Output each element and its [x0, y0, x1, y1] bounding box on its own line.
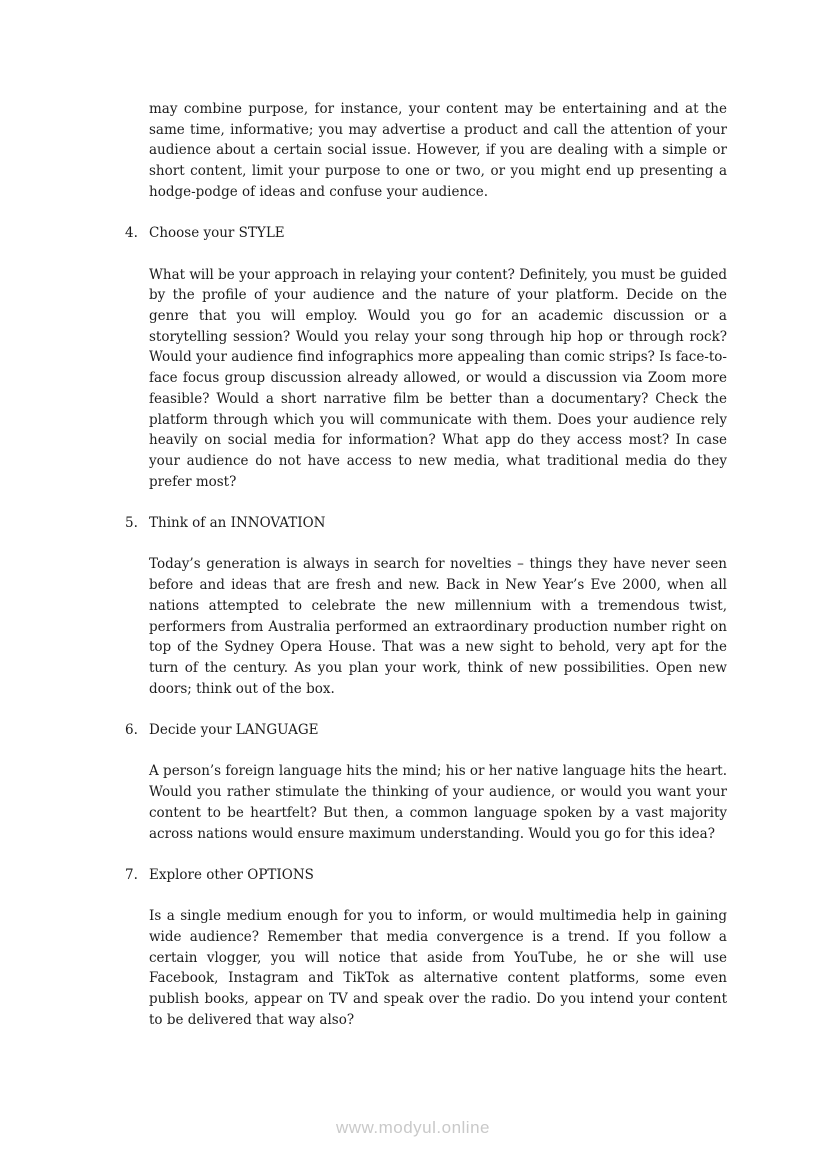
list-item-heading-7	[125, 865, 727, 886]
list-item-title: Think of an INNOVATION	[149, 515, 326, 532]
intro-paragraph: may combine purpose, for instance, your content may be entertaining and at the same time, informative; you may advertise a product and call the attention of your audience about a certain social issue. However, if you are dealing with a simple or short content, limit your purpose to one or two, or you might end up presenting a hodge-podge of ideas and confuse your audience.	[149, 101, 727, 200]
document-content	[125, 99, 727, 1051]
list-item-paragraph-5: Today’s generation is always in search for novelties – things they have never seen before and ideas that are fresh and new. Back in New Year’s Eve 2000, when all nations attempted to celebrate the new millennium with a tremendous twist, performers from Australia performed an extraordinary production number right on top of the Sydney Opera House. That was a new sight to behold, very apt for the turn of the century. As you plan your work, think of new possibilities. Open new doors; think out of the box.	[149, 556, 727, 697]
list-item-title: Explore other OPTIONS	[149, 866, 314, 883]
list-item-heading-6	[125, 720, 727, 741]
list-item-number: 5.	[125, 515, 138, 532]
list-item-title: Decide your LANGUAGE	[149, 722, 319, 739]
watermark-url: www.modyul.online	[335, 1118, 490, 1137]
list-item-paragraph-7: Is a single medium enough for you to inform, or would multimedia help in gaining wide audience? Remember that media convergence is a trend. If you follow a certain vlogger, you will notice that aside from YouTube, he or she will use Facebook, Instagram and TikTok as alternative content platforms, some even publish books, appear on TV and speak over the radio. Do you intend your content to be delivered that way also?	[149, 908, 727, 1028]
list-item-heading-5	[125, 513, 727, 534]
list-item-number: 6.	[125, 722, 138, 739]
list-item-paragraph-4: What will be your approach in relaying your content? Definitely, you must be guided by the profile of your audience and the nature of your platform. Decide on the genre that you will employ. Would you go for an academic discussion or a storytelling session? Would you relay your song through hip hop or through rock? Would your audience find infographics more appealing than comic strips? Is face-to-face focus group discussion already allowed, or would a discussion via Zoom more feasible? Would a short narrative film be better than a documentary? Check the platform through which you will communicate with them. Does your audience rely heavily on social media for information? What app do they access most? In case your audience do not have access to new media, what traditional media do they prefer most?	[149, 266, 727, 490]
list-item-heading-4	[125, 223, 727, 244]
list-item-title: Choose your STYLE	[149, 225, 285, 242]
list-item-number: 7.	[125, 866, 138, 883]
list-item-paragraph-6: A person’s foreign language hits the mind; his or her native language hits the heart. Would you rather stimulate the thinking of your audience, or would you want your content to be heartfelt? But then, a common language spoken by a vast majority across nations would ensure maximum understanding. Would you go for this idea?	[149, 763, 727, 842]
list-item-number: 4.	[125, 225, 138, 242]
